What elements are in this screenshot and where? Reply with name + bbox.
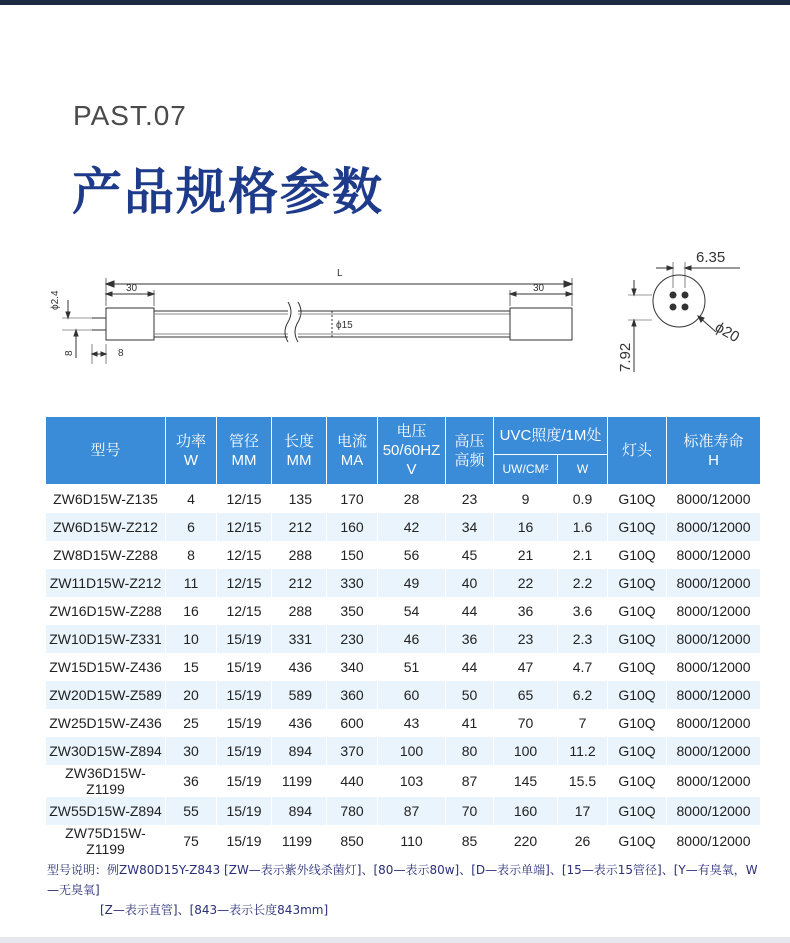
cell-voltage: 100 xyxy=(378,737,446,765)
cell-uvc-uw: 100 xyxy=(494,737,558,765)
cell-uvc-uw: 47 xyxy=(494,653,558,681)
cell-uvc-uw: 22 xyxy=(494,569,558,597)
note-line-1: 型号说明：例ZW80D15Y-Z843 [ZW—表示紫外线杀菌灯]、[80—表示80w]、[D—表示单端]、[15—表示15管径]、[Y—有臭氧，W—无臭氧] xyxy=(47,863,758,897)
cell-voltage: 43 xyxy=(378,709,446,737)
cell-model: ZW25D15W-Z436 xyxy=(46,709,166,737)
header-voltage: 电压 50/60HZ V xyxy=(378,417,446,485)
cell-current: 780 xyxy=(327,797,378,825)
cell-uvc-w: 7 xyxy=(558,709,608,737)
cell-voltage: 42 xyxy=(378,513,446,541)
cell-uvc-uw: 145 xyxy=(494,765,558,797)
cell-base: G10Q xyxy=(608,569,667,597)
cell-length: 894 xyxy=(272,797,327,825)
cell-uvc-w: 26 xyxy=(558,825,608,857)
cell-length: 288 xyxy=(272,541,327,569)
cell-current: 330 xyxy=(327,569,378,597)
dim-label-right-cap: 30 xyxy=(533,283,545,294)
cell-uvc-w: 17 xyxy=(558,797,608,825)
cell-base: G10Q xyxy=(608,765,667,797)
cell-high-freq: 23 xyxy=(446,485,494,514)
cell-length: 894 xyxy=(272,737,327,765)
cell-high-freq: 36 xyxy=(446,625,494,653)
header-model: 型号 xyxy=(46,417,166,485)
model-explanation-note xyxy=(47,860,767,920)
cell-power: 15 xyxy=(166,653,217,681)
cell-current: 370 xyxy=(327,737,378,765)
dim-label-end-height: 7.92 xyxy=(617,342,634,372)
cell-tube-dia: 15/19 xyxy=(217,797,272,825)
cell-high-freq: 44 xyxy=(446,653,494,681)
header-uvc: UVC照度/1M处 xyxy=(494,417,608,455)
cell-life: 8000/12000 xyxy=(667,681,761,709)
dim-label-pin-length: 8 xyxy=(118,348,124,359)
table-row xyxy=(46,681,761,709)
cell-base: G10Q xyxy=(608,681,667,709)
cell-base: G10Q xyxy=(608,625,667,653)
cell-current: 440 xyxy=(327,765,378,797)
cell-current: 600 xyxy=(327,709,378,737)
cell-power: 11 xyxy=(166,569,217,597)
cell-high-freq: 50 xyxy=(446,681,494,709)
cell-uvc-uw: 9 xyxy=(494,485,558,514)
cell-life: 8000/12000 xyxy=(667,485,761,514)
cell-model: ZW20D15W-Z589 xyxy=(46,681,166,709)
cell-voltage: 56 xyxy=(378,541,446,569)
cell-length: 1199 xyxy=(272,825,327,857)
cell-model: ZW75D15W-Z1199 xyxy=(46,825,166,857)
cell-current: 170 xyxy=(327,485,378,514)
cell-model: ZW55D15W-Z894 xyxy=(46,797,166,825)
cell-current: 150 xyxy=(327,541,378,569)
cell-model: ZW16D15W-Z288 xyxy=(46,597,166,625)
cell-voltage: 103 xyxy=(378,765,446,797)
cell-life: 8000/12000 xyxy=(667,653,761,681)
cell-model: ZW6D15W-Z212 xyxy=(46,513,166,541)
cell-life: 8000/12000 xyxy=(667,765,761,797)
cell-current: 230 xyxy=(327,625,378,653)
cell-power: 30 xyxy=(166,737,217,765)
cell-voltage: 51 xyxy=(378,653,446,681)
lamp-tube-drawing xyxy=(92,302,572,342)
table-row xyxy=(46,653,761,681)
section-label: PAST.07 xyxy=(73,100,187,131)
dim-label-end-dia: ϕ20 xyxy=(712,318,743,347)
cell-tube-dia: 12/15 xyxy=(217,569,272,597)
cell-uvc-w: 11.2 xyxy=(558,737,608,765)
cell-base: G10Q xyxy=(608,485,667,514)
header-length: 长度 MM xyxy=(272,417,327,485)
cell-length: 331 xyxy=(272,625,327,653)
table-row xyxy=(46,541,761,569)
table-row xyxy=(46,597,761,625)
cell-power: 8 xyxy=(166,541,217,569)
cell-voltage: 54 xyxy=(378,597,446,625)
cell-power: 10 xyxy=(166,625,217,653)
cell-tube-dia: 15/19 xyxy=(217,681,272,709)
dim-label-pin-spacing: 6.35 xyxy=(696,249,726,266)
cell-tube-dia: 15/19 xyxy=(217,653,272,681)
cell-length: 212 xyxy=(272,569,327,597)
cell-tube-dia: 15/19 xyxy=(217,825,272,857)
cell-model: ZW15D15W-Z436 xyxy=(46,653,166,681)
cell-length: 589 xyxy=(272,681,327,709)
cell-power: 6 xyxy=(166,513,217,541)
cell-base: G10Q xyxy=(608,737,667,765)
cell-current: 360 xyxy=(327,681,378,709)
table-row xyxy=(46,797,761,825)
cell-uvc-uw: 36 xyxy=(494,597,558,625)
cell-high-freq: 85 xyxy=(446,825,494,857)
cell-length: 436 xyxy=(272,653,327,681)
cell-life: 8000/12000 xyxy=(667,541,761,569)
cell-length: 212 xyxy=(272,513,327,541)
cell-life: 8000/12000 xyxy=(667,737,761,765)
cell-base: G10Q xyxy=(608,653,667,681)
cell-voltage: 87 xyxy=(378,797,446,825)
cell-life: 8000/12000 xyxy=(667,597,761,625)
cell-tube-dia: 15/19 xyxy=(217,625,272,653)
cell-uvc-w: 6.2 xyxy=(558,681,608,709)
cell-uvc-w: 1.6 xyxy=(558,513,608,541)
cell-power: 36 xyxy=(166,765,217,797)
cell-power: 25 xyxy=(166,709,217,737)
cell-high-freq: 45 xyxy=(446,541,494,569)
table-row xyxy=(46,825,761,857)
cell-current: 340 xyxy=(327,653,378,681)
cell-life: 8000/12000 xyxy=(667,569,761,597)
cell-life: 8000/12000 xyxy=(667,709,761,737)
cell-high-freq: 80 xyxy=(446,737,494,765)
cell-model: ZW8D15W-Z288 xyxy=(46,541,166,569)
cell-uvc-uw: 23 xyxy=(494,625,558,653)
header-high-freq: 高压 高频 xyxy=(446,417,494,485)
cell-base: G10Q xyxy=(608,541,667,569)
dim-label-tube-dia: ϕ15 xyxy=(336,320,353,331)
cell-uvc-uw: 70 xyxy=(494,709,558,737)
cell-model: ZW30D15W-Z894 xyxy=(46,737,166,765)
cell-length: 135 xyxy=(272,485,327,514)
cell-voltage: 60 xyxy=(378,681,446,709)
header-life: 标准寿命 H xyxy=(667,417,761,485)
cell-length: 288 xyxy=(272,597,327,625)
header-uvc-uw: UW/CM² xyxy=(494,455,558,485)
cell-high-freq: 87 xyxy=(446,765,494,797)
cell-base: G10Q xyxy=(608,797,667,825)
table-row xyxy=(46,625,761,653)
cell-life: 8000/12000 xyxy=(667,797,761,825)
table-row xyxy=(46,513,761,541)
cell-uvc-uw: 160 xyxy=(494,797,558,825)
cell-base: G10Q xyxy=(608,513,667,541)
cell-voltage: 28 xyxy=(378,485,446,514)
spec-table-header xyxy=(46,417,761,485)
cell-power: 4 xyxy=(166,485,217,514)
cell-uvc-w: 3.6 xyxy=(558,597,608,625)
dim-label-pin-dia: ϕ2.4 xyxy=(50,290,61,310)
table-row xyxy=(46,485,761,514)
cell-power: 55 xyxy=(166,797,217,825)
cell-uvc-w: 4.7 xyxy=(558,653,608,681)
cell-uvc-w: 0.9 xyxy=(558,485,608,514)
cell-high-freq: 34 xyxy=(446,513,494,541)
cell-high-freq: 41 xyxy=(446,709,494,737)
cell-tube-dia: 12/15 xyxy=(217,597,272,625)
cell-power: 75 xyxy=(166,825,217,857)
bottom-bar xyxy=(0,937,790,943)
cell-voltage: 110 xyxy=(378,825,446,857)
table-row xyxy=(46,737,761,765)
cell-life: 8000/12000 xyxy=(667,513,761,541)
cell-current: 350 xyxy=(327,597,378,625)
spec-table-body xyxy=(46,485,761,858)
cell-power: 16 xyxy=(166,597,217,625)
cell-current: 850 xyxy=(327,825,378,857)
cell-tube-dia: 12/15 xyxy=(217,541,272,569)
dim-label-left-cap: 30 xyxy=(126,283,138,294)
table-row xyxy=(46,709,761,737)
note-line-2: [Z—表示直管]、[843—表示长度843mm] xyxy=(100,903,329,917)
dim-label-pin-offset: 8 xyxy=(64,350,75,356)
cell-uvc-uw: 65 xyxy=(494,681,558,709)
cell-length: 436 xyxy=(272,709,327,737)
cell-power: 20 xyxy=(166,681,217,709)
lamp-end-view-drawing xyxy=(653,275,705,327)
header-tube-dia: 管径 MM xyxy=(217,417,272,485)
table-row xyxy=(46,569,761,597)
cell-uvc-w: 15.5 xyxy=(558,765,608,797)
cell-tube-dia: 12/15 xyxy=(217,513,272,541)
cell-high-freq: 40 xyxy=(446,569,494,597)
cell-model: ZW36D15W-Z1199 xyxy=(46,765,166,797)
dim-label-length: L xyxy=(337,268,343,279)
top-bar xyxy=(0,0,790,5)
header-power: 功率 W xyxy=(166,417,217,485)
cell-current: 160 xyxy=(327,513,378,541)
cell-tube-dia: 15/19 xyxy=(217,765,272,797)
cell-model: ZW10D15W-Z331 xyxy=(46,625,166,653)
header-base: 灯头 xyxy=(608,417,667,485)
cell-uvc-w: 2.2 xyxy=(558,569,608,597)
page-title: 产品规格参数 xyxy=(72,163,384,221)
cell-high-freq: 44 xyxy=(446,597,494,625)
cell-model: ZW6D15W-Z135 xyxy=(46,485,166,514)
cell-high-freq: 70 xyxy=(446,797,494,825)
spec-table xyxy=(45,416,761,857)
table-row xyxy=(46,765,761,797)
cell-base: G10Q xyxy=(608,709,667,737)
header-current: 电流 MA xyxy=(327,417,378,485)
cell-tube-dia: 12/15 xyxy=(217,485,272,514)
cell-life: 8000/12000 xyxy=(667,825,761,857)
cell-tube-dia: 15/19 xyxy=(217,737,272,765)
cell-uvc-w: 2.1 xyxy=(558,541,608,569)
cell-voltage: 49 xyxy=(378,569,446,597)
cell-model: ZW11D15W-Z212 xyxy=(46,569,166,597)
cell-uvc-uw: 21 xyxy=(494,541,558,569)
cell-life: 8000/12000 xyxy=(667,625,761,653)
cell-voltage: 46 xyxy=(378,625,446,653)
header-uvc-w: W xyxy=(558,455,608,485)
cell-tube-dia: 15/19 xyxy=(217,709,272,737)
cell-base: G10Q xyxy=(608,825,667,857)
cell-uvc-uw: 16 xyxy=(494,513,558,541)
lamp-dimension-diagram xyxy=(40,240,760,380)
cell-base: G10Q xyxy=(608,597,667,625)
cell-length: 1199 xyxy=(272,765,327,797)
cell-uvc-w: 2.3 xyxy=(558,625,608,653)
cell-uvc-uw: 220 xyxy=(494,825,558,857)
